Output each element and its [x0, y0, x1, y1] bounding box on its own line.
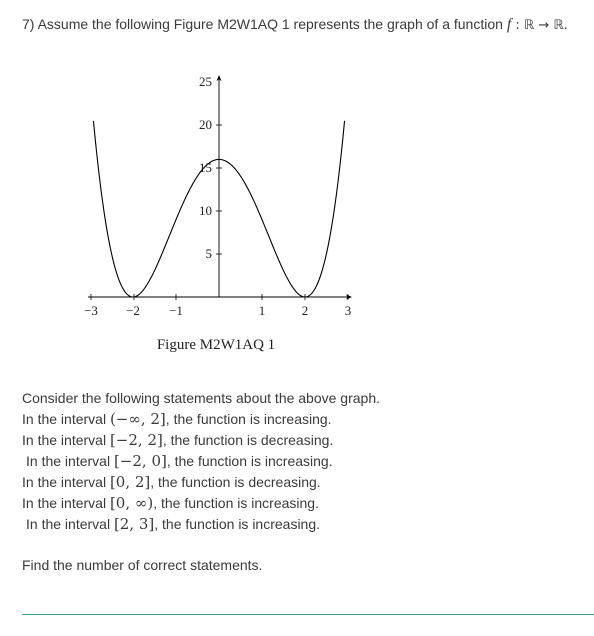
x-tick-label: −3: [84, 303, 98, 318]
statement-interval: (−∞, 2]: [109, 410, 166, 428]
final-prompt: Find the number of correct statements.: [22, 557, 263, 573]
statement-prefix: In the interval: [26, 516, 114, 532]
x-tick-label: 2: [301, 303, 309, 318]
y-tick-label: 20: [199, 117, 212, 132]
statement-2: [22, 430, 380, 451]
bottom-divider: [22, 614, 594, 615]
function-domain: : ℝ → ℝ.: [511, 18, 568, 33]
y-tick-label: 15: [199, 160, 212, 175]
statement-interval: [−2, 2]: [109, 431, 163, 449]
x-tick-label: 1: [258, 303, 266, 318]
statement-3: [22, 451, 380, 472]
statement-suffix: , the function is decreasing.: [162, 432, 334, 448]
function-symbol: f: [506, 16, 512, 33]
statement-5: [22, 493, 380, 514]
statement-1: [22, 409, 380, 430]
statement-suffix: , the function is decreasing.: [150, 474, 321, 490]
x-tick-label: 3: [344, 303, 352, 318]
statement-prefix: In the interval: [26, 453, 114, 469]
statements-block: [22, 388, 380, 535]
statement-6: [22, 514, 380, 535]
question-prefix: 7) Assume the following Figure M2W1AQ 1 represents the graph of a function: [22, 16, 507, 32]
statement-suffix: , the function is increasing.: [154, 516, 321, 532]
statement-4: [22, 472, 380, 493]
y-tick-label: 25: [199, 74, 212, 89]
statement-suffix: , the function is increasing.: [166, 453, 333, 469]
y-tick-label: 10: [199, 203, 212, 218]
y-tick-label: 5: [205, 246, 212, 261]
statement-prefix: In the interval: [22, 411, 110, 427]
intro-text: Consider the following statements about the above graph.: [22, 390, 381, 406]
statement-suffix: , the function is increasing.: [165, 411, 332, 427]
statement-prefix: In the interval: [22, 495, 110, 511]
figure-caption: Figure M2W1AQ 1: [156, 337, 276, 353]
x-tick-label: −2: [126, 303, 140, 318]
statement-suffix: , the function is increasing.: [153, 495, 319, 511]
statement-interval: [0, ∞): [109, 494, 154, 512]
x-tick-label: −1: [169, 303, 183, 318]
statement-interval: [−2, 0]: [113, 452, 167, 470]
statement-prefix: In the interval: [22, 474, 110, 490]
statement-interval: [2, 3]: [113, 515, 155, 533]
statement-prefix: In the interval: [22, 432, 110, 448]
statement-interval: [0, 2]: [109, 473, 151, 491]
